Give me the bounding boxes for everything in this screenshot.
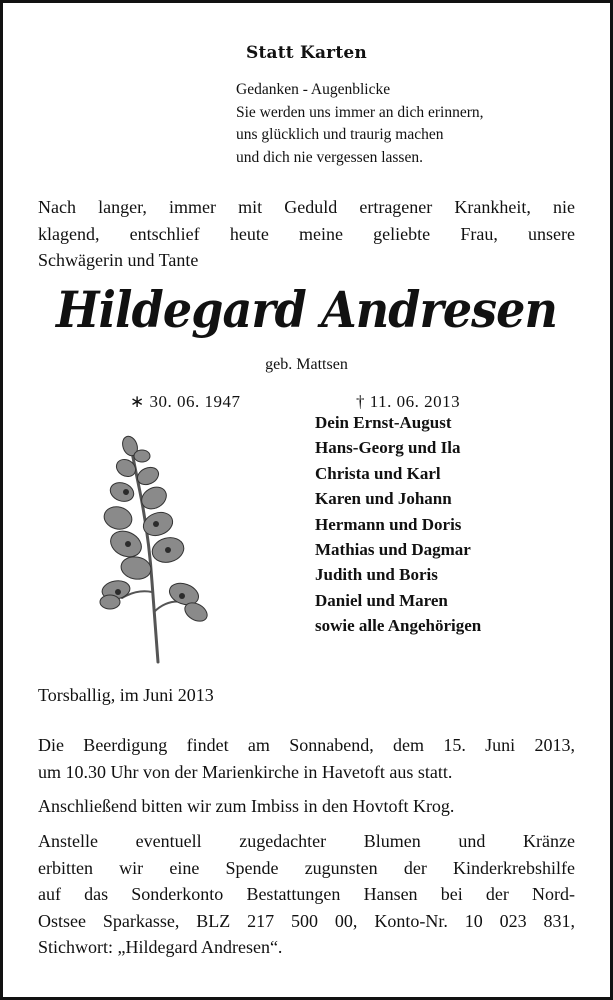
- donation-info: [38, 828, 575, 961]
- funeral-line: Die Beerdigung findet am Sonnabend, dem 15. Juni 2013,: [38, 735, 575, 755]
- donation-line: erbitten wir eine Spende zugunsten der Kinderkrebshilfe: [38, 857, 575, 878]
- mourner-line: Dein Ernst-August: [315, 413, 452, 432]
- poem: [236, 79, 484, 169]
- orchid-icon: [96, 432, 226, 664]
- mourner-line: Hans-Georg und Ila: [315, 438, 461, 458]
- intro-line: Nach langer, immer mit Geduld ertragener Krankheit, nie: [38, 197, 575, 217]
- intro-text: [38, 194, 575, 274]
- funeral-line: um 10.30 Uhr von der Marienkirche in Havetoft aus statt.: [38, 761, 453, 782]
- reception-info: [38, 793, 575, 820]
- intro-line: klagend, entschlief heute meine geliebte Frau, unsere: [38, 223, 575, 244]
- intro-line: Schwägerin und Tante: [38, 250, 199, 270]
- mourner-line: Daniel und Maren: [315, 590, 448, 610]
- poem-line: Gedanken - Augenblicke: [236, 81, 391, 98]
- mourner-line: Karen und Johann: [315, 489, 452, 509]
- death-date: † 11. 06. 2013: [356, 392, 461, 411]
- donation-line: auf das Sonderkonto Bestattungen Hansen bei der Nord-: [38, 884, 575, 904]
- reception-line: Anschließend bitten wir zum Imbiss in den Hovtoft Krog.: [38, 796, 455, 816]
- donation-line: Anstelle eventuell zugedachter Blumen und Kränze: [38, 831, 575, 851]
- poem-line: Sie werden uns immer an dich erinnern,: [236, 103, 484, 121]
- mourner-line: Mathias und Dagmar: [315, 540, 471, 560]
- donation-line: Stichwort: „Hildegard Andresen“.: [38, 937, 283, 957]
- mourners-list: [315, 410, 481, 639]
- birth-date: ∗ 30. 06. 1947: [130, 392, 241, 411]
- mourner-line: Christa und Karl: [315, 463, 441, 483]
- mourner-line: sowie alle Angehörigen: [315, 616, 482, 636]
- mourner-line: Hermann und Doris: [315, 514, 462, 534]
- notice-heading: Statt Karten: [246, 43, 367, 63]
- donation-line: Ostsee Sparkasse, BLZ 217 500 00, Konto-Nr. 10 023 831,: [38, 910, 575, 931]
- deceased-name: Hildegard Andresen: [55, 280, 558, 339]
- poem-line: und dich nie vergessen lassen.: [236, 148, 423, 166]
- place-and-date: Torsballig, im Juni 2013: [38, 685, 214, 705]
- mourner-line: Judith und Boris: [315, 565, 438, 585]
- maiden-name: geb. Mattsen: [265, 356, 348, 373]
- poem-line: uns glücklich und traurig machen: [236, 126, 444, 143]
- funeral-info: [38, 732, 575, 785]
